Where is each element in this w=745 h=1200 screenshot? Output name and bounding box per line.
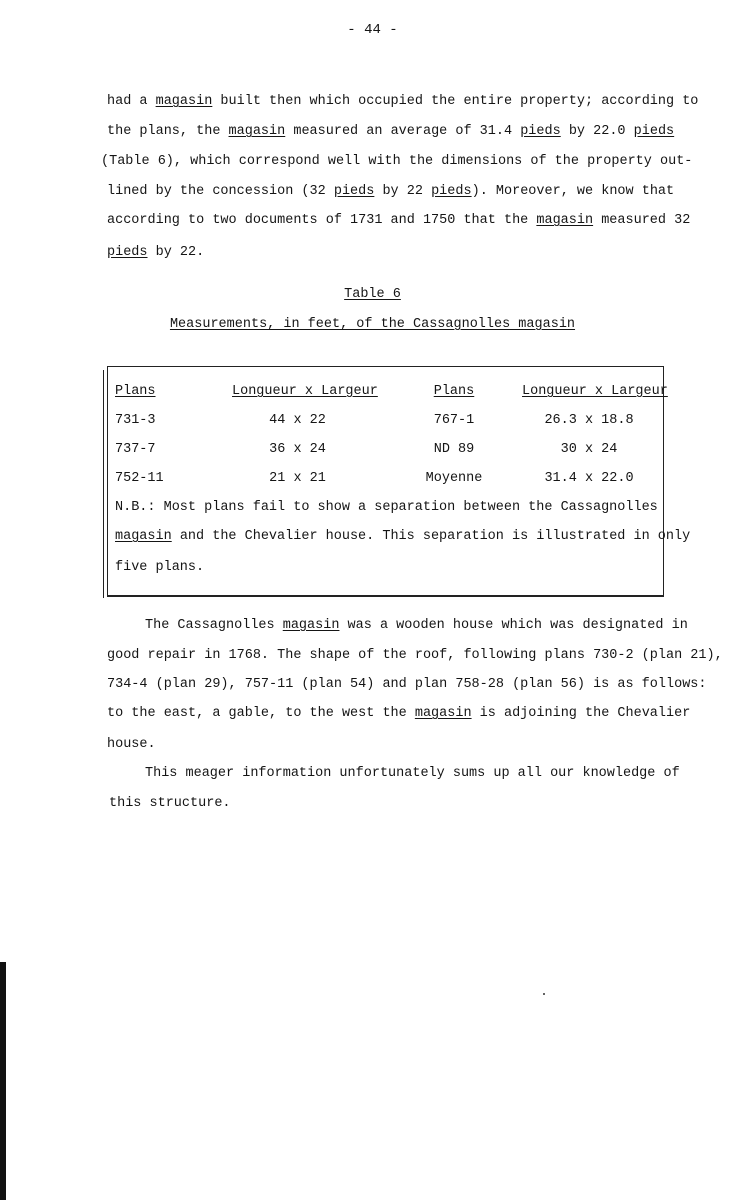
table-title-text: Table 6 xyxy=(344,287,401,302)
text-line: (Table 6), which correspond well with the dimensions of the property out- xyxy=(101,154,693,169)
text-line xyxy=(107,213,690,228)
text-span: ). Moreover, we know that xyxy=(471,184,675,199)
table-cell: 36 x 24 xyxy=(269,442,326,457)
underlined-term: pieds xyxy=(333,184,375,199)
text-line xyxy=(145,618,688,633)
text-span: had a xyxy=(107,94,156,109)
text-span: measured an average of 31.4 xyxy=(285,124,521,139)
text-line xyxy=(107,124,674,139)
underlined-term: pieds xyxy=(431,184,472,199)
text-span: by 22.0 xyxy=(560,124,634,139)
page-number: - 44 - xyxy=(347,22,398,38)
text-line xyxy=(107,184,674,199)
table-cell: 767-1 xyxy=(433,413,475,428)
table-header-plans-2 xyxy=(410,384,498,399)
text-line xyxy=(107,245,204,260)
underlined-term: pieds xyxy=(520,124,561,139)
text-span: The Cassagnolles xyxy=(145,618,283,633)
text-span: the plans, the xyxy=(107,124,229,139)
table-note-line: N.B.: Most plans fail to show a separation between the Cassagnolles xyxy=(115,500,658,515)
text-span: lined by the concession (32 xyxy=(107,184,334,199)
underlined-term: magasin xyxy=(536,213,594,228)
text-span: by 22 xyxy=(374,184,432,199)
table-cell: 26.3 x 18.8 xyxy=(544,413,634,428)
table-note-line xyxy=(115,529,690,544)
underlined-term: pieds xyxy=(107,245,148,260)
header-text: Longueur x Largeur xyxy=(232,384,378,399)
text-span: is adjoining the Chevalier xyxy=(471,706,691,721)
text-span: was a wooden house which was designated in xyxy=(339,618,688,633)
text-line: house. xyxy=(107,737,156,752)
table-title xyxy=(0,287,745,302)
table-cell: 737-7 xyxy=(115,442,156,457)
underlined-term: magasin xyxy=(282,618,340,633)
header-text: Plans xyxy=(433,384,475,399)
header-text: Longueur x Largeur xyxy=(522,384,668,399)
table-cell: 44 x 22 xyxy=(269,413,326,428)
header-text: Plans xyxy=(115,384,156,399)
underlined-term: magasin xyxy=(228,124,286,139)
table-cell: Moyenne xyxy=(425,471,483,486)
text-span: to the east, a gable, to the west the xyxy=(107,706,415,721)
table-cell: 21 x 21 xyxy=(269,471,326,486)
underlined-term: magasin xyxy=(155,94,213,109)
text-line: good repair in 1768. The shape of the roof, following plans 730-2 (plan 21), xyxy=(107,648,723,663)
scan-edge-bar xyxy=(0,962,6,1200)
text-span: according to two documents of 1731 and 1750 that the xyxy=(107,213,537,228)
table-caption xyxy=(0,317,745,332)
scan-speck xyxy=(543,993,545,995)
text-line xyxy=(107,94,698,109)
text-line: 734-4 (plan 29), 757-11 (plan 54) and plan 758-28 (plan 56) is as follows: xyxy=(107,677,707,692)
text-span: and the Chevalier house. This separation is illustrated in only xyxy=(171,529,691,544)
underlined-term: magasin xyxy=(115,529,172,544)
table-cell: 731-3 xyxy=(115,413,156,428)
table-border-left xyxy=(103,370,104,598)
table-header-plans xyxy=(115,384,156,399)
text-span: built then which occupied the entire property; according to xyxy=(212,94,699,109)
text-line: this structure. xyxy=(109,796,231,811)
text-span: measured 32 xyxy=(593,213,691,228)
table-header-dimensions xyxy=(232,384,378,399)
table-header-dimensions-2 xyxy=(522,384,668,399)
table-note-line: five plans. xyxy=(115,560,205,575)
underlined-term: magasin xyxy=(414,706,472,721)
underlined-term: pieds xyxy=(633,124,675,139)
table-cell: 30 x 24 xyxy=(560,442,618,457)
text-span: by 22. xyxy=(147,245,205,260)
text-line: This meager information unfortunately sums up all our knowledge of xyxy=(145,766,680,781)
table-caption-text: Measurements, in feet, of the Cassagnolles magasin xyxy=(169,317,576,332)
table-cell: ND 89 xyxy=(433,442,475,457)
text-line xyxy=(107,706,690,721)
table-cell: 31.4 x 22.0 xyxy=(544,471,634,486)
table-cell: 752-11 xyxy=(115,471,164,486)
